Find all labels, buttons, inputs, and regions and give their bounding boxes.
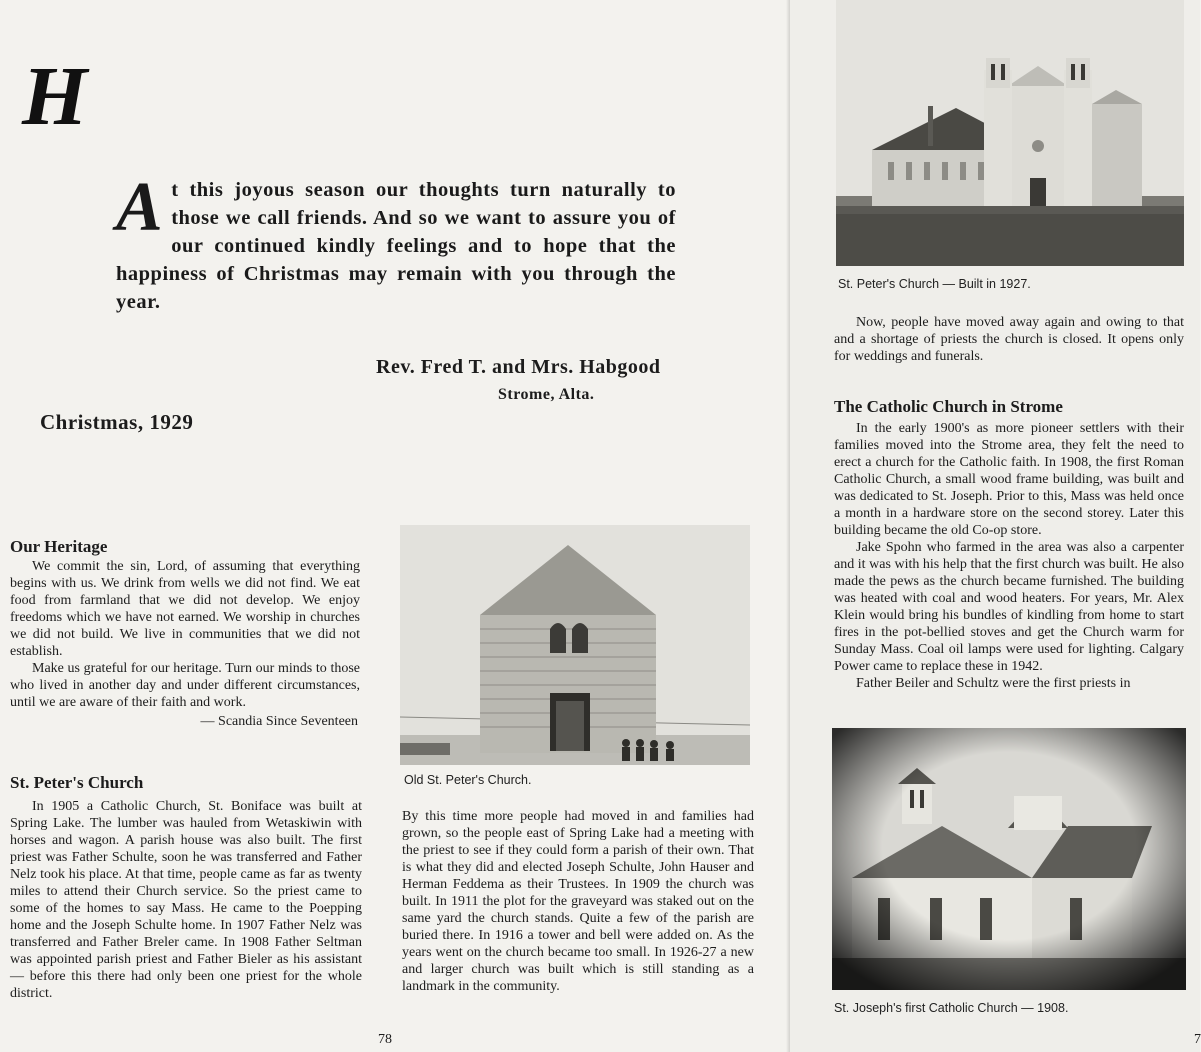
church-1927-illustration	[836, 0, 1184, 266]
church-closed-text: Now, people have moved away again and owing to that and a shortage of priests the church is closed. It opens only for weddings and funerals.	[834, 315, 1184, 364]
heritage-paragraph-2: Make us grateful for our heritage. Turn our minds to those who lived in another day and under different circumstances, until we are aware of their faith and work.	[10, 661, 360, 710]
catholic-heading: The Catholic Church in Strome	[834, 397, 1063, 416]
catholic-church-section	[834, 396, 1184, 692]
st-peters-heading: St. Peter's Church	[10, 773, 144, 792]
old-church-caption: Old St. Peter's Church.	[404, 773, 532, 787]
st-peters-section	[10, 772, 362, 1002]
heritage-paragraph-1: We commit the sin, Lord, of assuming that everything begins with us. We drink from wells we did not find. We eat food from farmland that we did not develop. We enjoy freedoms which we have not earned. We worship in churches we did not build. We live in communities that we did not establish.	[10, 559, 360, 659]
church-closed-text-block	[834, 314, 1184, 365]
greeting-drop-letter: A	[116, 169, 164, 246]
st-peters-text: In 1905 a Catholic Church, St. Boniface was built at Spring Lake. The lumber was hauled from Wetaskiwin with horses and wagon. A parish house was also built. The first priest was Father Schulte, soon he was transferred and Father Nelz took his place. At that time, people came as far as twenty miles to attend their Church service. So the priest came to some of the homes to say Mass. He came to the Poepping home and the Joseph Schulte home. In 1907 Father Nelz was transferred and Father Breler came. In 1908 Father Seltman was appointed parish priest and Father Bieler as his assistant — before this there had only been one priest for the whole district.	[10, 799, 362, 1001]
catholic-paragraph-3: Father Beiler and Schultz were the first priests in	[856, 676, 1131, 691]
heritage-attribution: — Scandia Since Seventeen	[200, 714, 358, 729]
church-illustration	[400, 525, 750, 765]
signature-place: Strome, Alta.	[498, 386, 595, 403]
parish-history-column	[402, 808, 754, 995]
signature: Rev. Fred T. and Mrs. Habgood	[376, 356, 661, 378]
christmas-date: Christmas, 1929	[40, 410, 194, 434]
church-1908-illustration	[832, 728, 1186, 990]
page-number-left: 78	[378, 1032, 392, 1047]
greeting-text: t this joyous season our thoughts turn naturally to those we call friends. And so we want to assure you of our continued kindly feelings and to hope that the happiness of Christmas may remain with you through the year.	[116, 179, 676, 313]
parish-history-text: By this time more people had moved in and families had grown, so the people east of Spring Lake had a meeting with the priest to see if they could form a parish of their own. That is what they did and elected Joseph Schulte, John Hauser and Herman Feddema as their Trustees. In 1909 the church was built. In 1911 the plot for the graveyard was staked out on the same yard the church stands. Quite a few of the parish are buried there. In 1916 a tower and bell were added on. As the years went on the church became too small. In 1926-27 a new and larger church was built which is still standing as a landmark in the community.	[402, 809, 754, 994]
decorative-initial: H	[22, 50, 88, 143]
catholic-paragraph-2: Jake Spohn who farmed in the area was also a carpenter and it was with his help that the first church was built. He also made the pews as the church became furnished. The building was heated with coal and wood heaters. For years, Mr. Alex Klein would bring his bundles of kindling from home to start fires in the pot-bellied stoves and get the Church warm for Sunday Mass. Coal oil lamps were used for lighting. Calgary Power came to replace these in 1942.	[834, 540, 1184, 674]
st-peters-1927-photo	[836, 0, 1184, 266]
catholic-paragraph-1: In the early 1900's as more pioneer settlers with their families moved into the Strome area, they felt the need to erect a church for the Catholic faith. In 1908, the first Roman Catholic Church, a small wood frame building, was built and was dedicated to St. Joseph. Prior to this, Mass was held once a month in a hardware store on the second storey. Later this building became the old Co-op store.	[834, 421, 1184, 538]
church-1927-caption: St. Peter's Church — Built in 1927.	[838, 277, 1031, 291]
heritage-section	[10, 536, 360, 730]
church-1908-caption: St. Joseph's first Catholic Church — 1908.	[834, 1001, 1069, 1015]
christmas-greeting	[116, 169, 676, 316]
heritage-heading: Our Heritage	[10, 537, 108, 556]
st-josephs-1908-photo	[832, 728, 1186, 990]
old-st-peters-church-photo	[400, 525, 750, 765]
page-number-right: 7	[1194, 1032, 1201, 1047]
